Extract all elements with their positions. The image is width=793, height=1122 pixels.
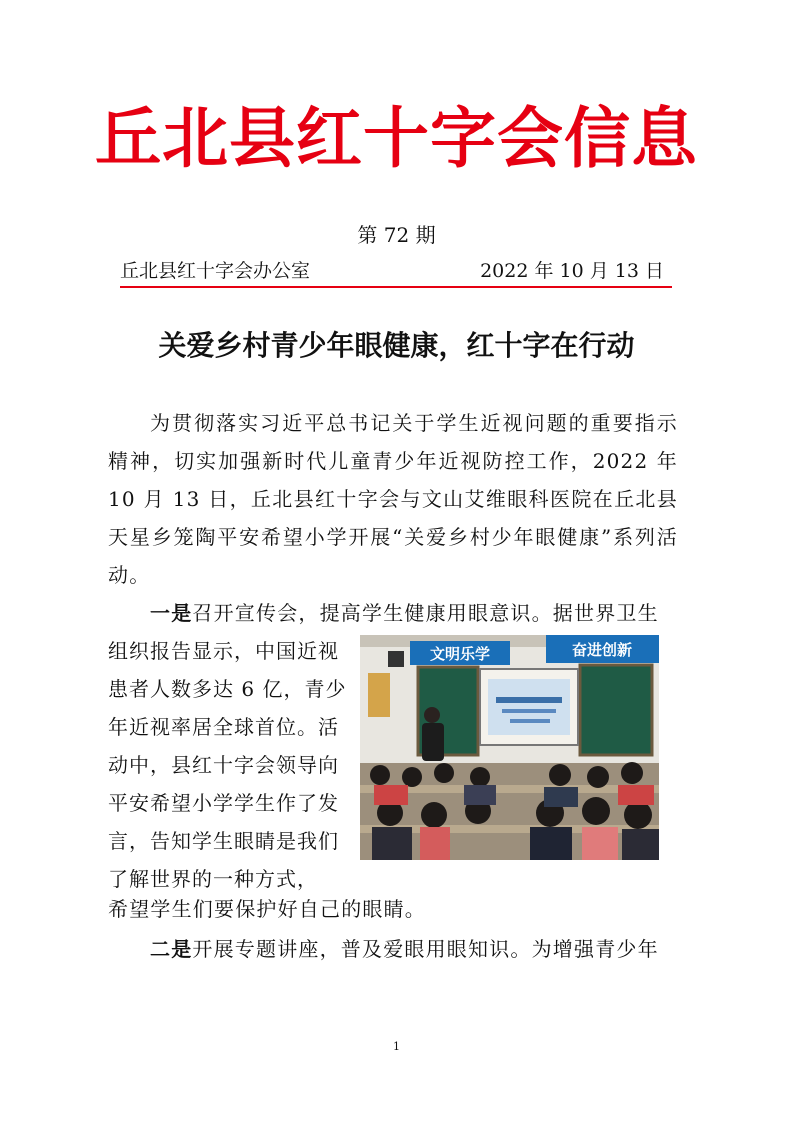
header-divider xyxy=(120,286,672,288)
student-head xyxy=(549,764,571,786)
student-jacket xyxy=(374,785,408,805)
classroom-photo xyxy=(360,635,659,860)
student-jacket xyxy=(618,785,654,805)
student-head xyxy=(587,766,609,788)
section-1-first-line xyxy=(108,594,678,632)
banner-left-text: 文明乐学 xyxy=(429,645,491,663)
student-jacket xyxy=(372,827,412,860)
student-jacket xyxy=(622,829,659,860)
student-head xyxy=(624,801,652,829)
student-jacket xyxy=(464,785,496,805)
projected-slide xyxy=(488,679,570,735)
section-2-paragraph xyxy=(108,930,678,968)
student-jacket xyxy=(544,787,578,807)
publication-meta xyxy=(120,258,672,286)
section-1-lead: 一是 xyxy=(150,601,193,625)
teacher-body xyxy=(422,723,444,761)
student-jacket xyxy=(420,827,450,860)
speaker-box xyxy=(388,651,404,667)
student-head xyxy=(370,765,390,785)
section-1-last-line: 希望学生们要保护好自己的眼睛。 xyxy=(108,897,426,921)
wall-poster xyxy=(368,673,390,717)
page-number: 1 xyxy=(393,1040,400,1053)
section-2-lead: 二是 xyxy=(150,937,193,961)
newsletter-masthead: 丘北县红十字会信息 xyxy=(95,99,698,177)
publication-date: 2022 年 10 月 13 日 xyxy=(480,260,664,282)
slide-caption-bar xyxy=(510,719,550,723)
student-head xyxy=(421,802,447,828)
section-2-text: 开展专题讲座，普及爱眼用眼知识。为增强青少年 xyxy=(192,937,659,961)
issue-number: 第 72 期 xyxy=(357,223,436,247)
banner-right-text: 奋进创新 xyxy=(571,641,633,659)
section-1-first-line-text: 召开宣传会，提高学生健康用眼意识。据世界卫生 xyxy=(192,601,659,625)
student-head xyxy=(621,762,643,784)
student-jacket xyxy=(582,827,618,860)
blackboard-right xyxy=(580,665,652,755)
section-1-wrapped-text: 组织报告显示，中国近视患者人数多达 6 亿，青少年近视率居全球首位。活动中，县红十字会领导向平安希望小学学生作了发言，告知学生眼睛是我们了解世界的一种方式， xyxy=(108,639,347,891)
slide-subtitle-bar xyxy=(502,709,556,713)
classroom-photo-illustration xyxy=(360,635,659,860)
student-head xyxy=(582,797,610,825)
teacher-head xyxy=(424,707,440,723)
student-head xyxy=(402,767,422,787)
student-jacket xyxy=(530,827,572,860)
publisher-name: 丘北县红十字会办公室 xyxy=(120,260,311,282)
intro-paragraph: 为贯彻落实习近平总书记关于学生近视问题的重要指示精神，切实加强新时代儿童青少年近视防控工作，2022 年 10 月 13 日，丘北县红十字会与文山艾维眼科医院在丘北县天星乡笼陶平安希望小学开展“关爱乡村少年眼健康”系列活动。 xyxy=(108,411,678,587)
slide-title-bar xyxy=(496,697,562,703)
student-head xyxy=(470,767,490,787)
student-head xyxy=(434,763,454,783)
article-headline: 关爱乡村青少年眼健康，红十字在行动 xyxy=(158,329,635,362)
